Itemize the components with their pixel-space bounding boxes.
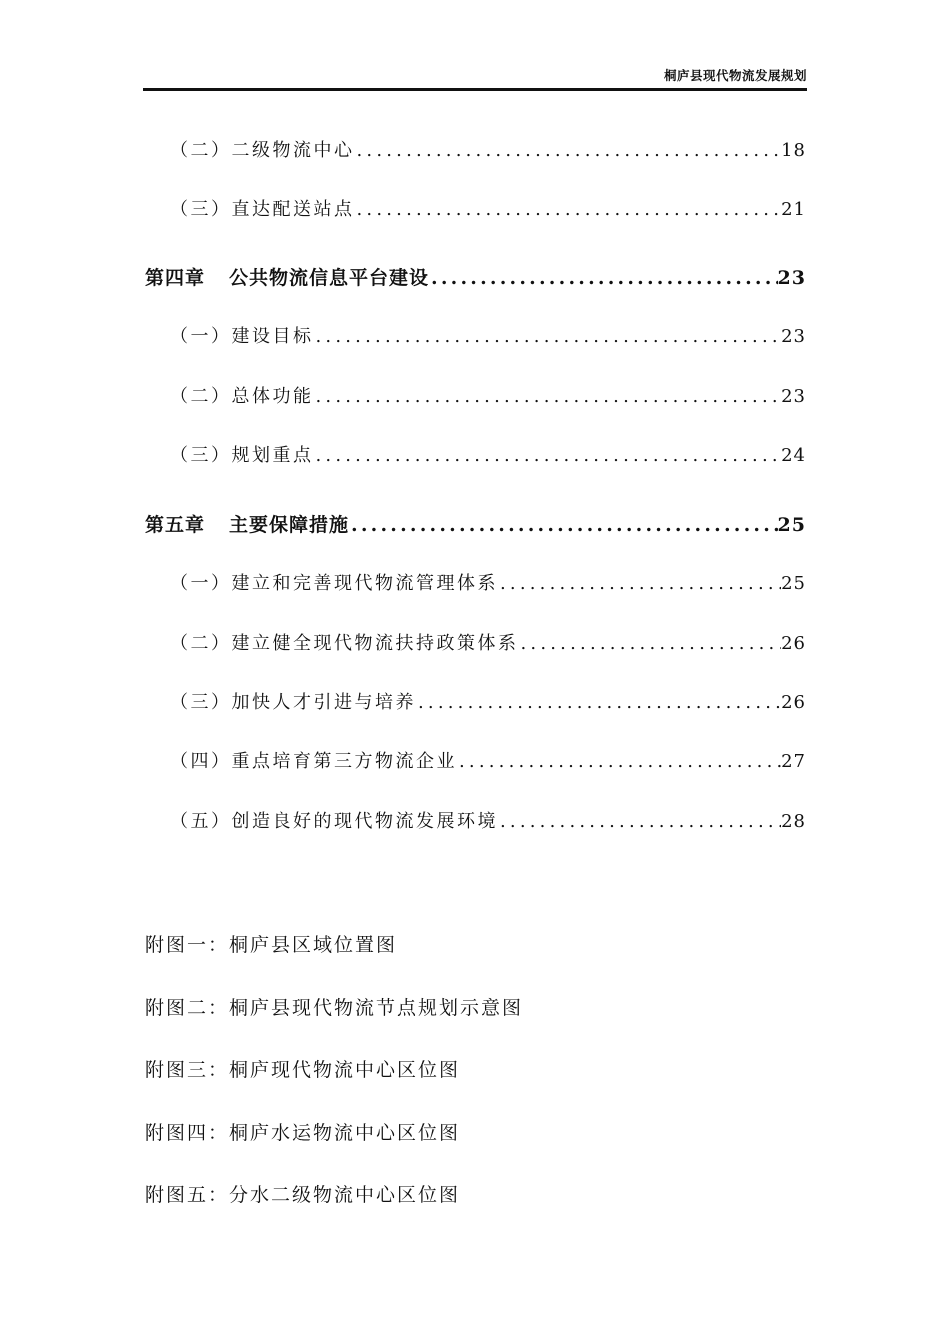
toc-entry[interactable] <box>170 382 806 408</box>
toc-entry-label: （二）二级物流中心 <box>170 140 355 161</box>
toc-entry-page: 23 <box>781 326 806 347</box>
toc-chapter-label: 主要保障措施 <box>229 514 350 536</box>
page-header <box>143 62 807 91</box>
toc-leader <box>429 267 778 289</box>
toc-entry-label: （二）建立健全现代物流扶持政策体系 <box>170 633 519 654</box>
toc-entry-page: 21 <box>781 199 806 220</box>
appendix-item: 附图三：桐庐现代物流中心区位图 <box>145 1059 461 1081</box>
toc-leader <box>314 445 782 466</box>
toc-entry-page: 26 <box>781 692 806 713</box>
toc-chapter-entry[interactable] <box>145 263 806 289</box>
toc-leader <box>349 514 778 536</box>
toc-entry-page: 28 <box>781 811 806 832</box>
toc-leader <box>355 140 782 161</box>
toc-entry-page: 25 <box>781 573 806 594</box>
toc-entry[interactable] <box>170 195 806 221</box>
toc-chapter-number: 第四章 <box>145 267 206 289</box>
toc-entry[interactable] <box>170 136 806 162</box>
toc-entry[interactable] <box>170 747 806 773</box>
toc-leader <box>416 692 781 713</box>
toc-leader <box>314 386 782 407</box>
toc-leader <box>498 811 781 832</box>
toc-entry-page: 23 <box>777 267 806 289</box>
toc-chapter-entry[interactable] <box>145 510 806 536</box>
toc-leader <box>355 199 782 220</box>
toc-entry[interactable] <box>170 629 806 655</box>
toc-entry-page: 18 <box>781 140 806 161</box>
toc-entry-page: 23 <box>781 386 806 407</box>
toc-entry-label: （一）建立和完善现代物流管理体系 <box>170 573 498 594</box>
toc-entry[interactable] <box>170 569 806 595</box>
toc-entry[interactable] <box>170 441 806 467</box>
appendix-item: 附图五：分水二级物流中心区位图 <box>145 1184 461 1206</box>
toc-entry[interactable] <box>170 807 806 833</box>
toc-entry[interactable] <box>170 322 806 348</box>
toc-entry-label: （四）重点培育第三方物流企业 <box>170 751 457 772</box>
toc-entry-label: （五）创造良好的现代物流发展环境 <box>170 811 498 832</box>
toc-entry-page: 25 <box>777 514 806 536</box>
header-title: 桐庐县现代物流发展规划 <box>663 68 807 83</box>
toc-leader <box>314 326 782 347</box>
toc-entry-label: （二）总体功能 <box>170 386 314 407</box>
appendix-item: 附图四：桐庐水运物流中心区位图 <box>145 1122 461 1144</box>
appendix-item: 附图一：桐庐县区域位置图 <box>145 934 398 956</box>
toc-entry[interactable] <box>170 688 806 714</box>
toc-chapter-label: 公共物流信息平台建设 <box>229 267 430 289</box>
toc-entry-label: （一）建设目标 <box>170 326 314 347</box>
toc-entry-page: 27 <box>781 751 806 772</box>
toc-leader <box>519 633 782 654</box>
toc-leader <box>457 751 781 772</box>
toc-entry-label: （三）直达配送站点 <box>170 199 355 220</box>
toc-entry-page: 26 <box>781 633 806 654</box>
toc-entry-label: （三）加快人才引进与培养 <box>170 692 416 713</box>
toc-chapter-heading <box>145 263 429 290</box>
toc-leader <box>498 573 781 594</box>
toc-entry-label: （三）规划重点 <box>170 445 314 466</box>
toc-entry-page: 24 <box>781 445 806 466</box>
toc-chapter-heading <box>145 510 349 537</box>
appendix-item: 附图二：桐庐县现代物流节点规划示意图 <box>145 997 524 1019</box>
toc-chapter-number: 第五章 <box>145 514 206 536</box>
